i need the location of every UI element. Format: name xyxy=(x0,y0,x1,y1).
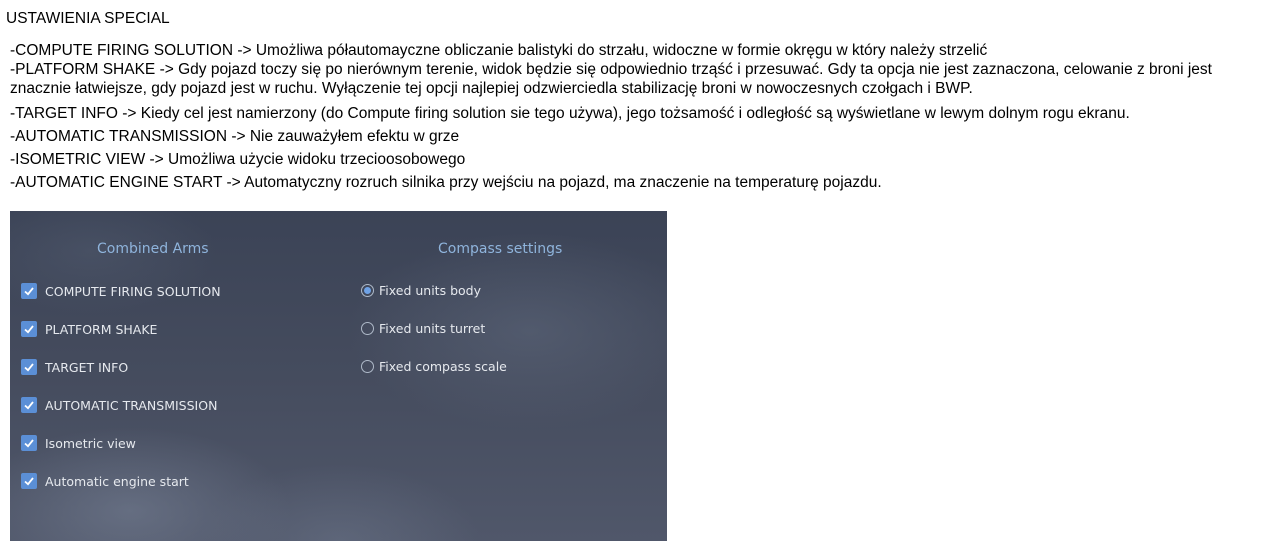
radio-fixed-units-body[interactable] xyxy=(361,283,481,298)
description-line: -COMPUTE FIRING SOLUTION -> Umożliwa półautomayczne obliczanie balistyki do strzału, widoczne w formie okręgu w który należy strzelić xyxy=(10,42,988,59)
checkbox-label: AUTOMATIC TRANSMISSION xyxy=(45,397,218,413)
description-line: -AUTOMATIC TRANSMISSION -> Nie zauważyłem efektu w grze xyxy=(10,128,460,145)
checkbox-checked-icon xyxy=(21,473,37,489)
description-line: -AUTOMATIC ENGINE START -> Automatyczny rozruch silnika przy wejściu na pojazd, ma znaczenie na temperaturę pojazdu. xyxy=(10,174,882,191)
radio-selected-icon xyxy=(361,284,374,297)
description-list xyxy=(10,41,1272,192)
radio-fixed-units-turret[interactable] xyxy=(361,321,485,336)
radio-label: Fixed compass scale xyxy=(379,359,507,374)
description-line: -ISOMETRIC VIEW -> Umożliwa użycie widoku trzecioosobowego xyxy=(10,151,466,168)
checkbox-label: Automatic engine start xyxy=(45,473,189,489)
radio-label: Fixed units body xyxy=(379,283,481,298)
radio-unselected-icon xyxy=(361,322,374,335)
checkbox-label: TARGET INFO xyxy=(45,359,129,375)
description-line: -PLATFORM SHAKE -> Gdy pojazd toczy się po nierównym terenie, widok będzie się odpowiednio trząść i przesuwać. Gdy ta opcja nie jest zaznaczona, celowanie z broni jest znacznie łatwiejsze, gdy pojazd jest w ruchu. Wyłączenie tej opcji najlepiej odzwierciedla stabilizację broni w nowoczesnych czołgach i BWP. xyxy=(10,61,1212,97)
compass-settings-title: Compass settings xyxy=(438,241,563,257)
checkbox-checked-icon xyxy=(21,283,37,299)
radio-unselected-icon xyxy=(361,360,374,373)
radio-fixed-compass-scale[interactable] xyxy=(361,359,507,374)
checkbox-platform-shake[interactable] xyxy=(21,321,157,337)
checkbox-label: Isometric view xyxy=(45,435,136,451)
checkbox-checked-icon xyxy=(21,359,37,375)
radio-label: Fixed units turret xyxy=(379,321,486,336)
checkbox-checked-icon xyxy=(21,397,37,413)
doc-title: USTAWIENIA SPECIAL xyxy=(6,10,170,27)
checkbox-isometric-view[interactable] xyxy=(21,435,136,451)
checkbox-target-info[interactable] xyxy=(21,359,128,375)
combined-arms-title: Combined Arms xyxy=(97,241,209,257)
checkbox-compute-firing-solution[interactable] xyxy=(21,283,221,299)
checkbox-label: PLATFORM SHAKE xyxy=(45,321,158,337)
settings-panel xyxy=(10,211,667,541)
description-line: -TARGET INFO -> Kiedy cel jest namierzony (do Compute firing solution sie tego używa), jego tożsamość i odległość są wyświetlane w lewym dolnym rogu ekranu. xyxy=(10,105,1130,122)
checkbox-label: COMPUTE FIRING SOLUTION xyxy=(45,283,221,299)
checkbox-automatic-transmission[interactable] xyxy=(21,397,217,413)
checkbox-checked-icon xyxy=(21,435,37,451)
checkbox-automatic-engine-start[interactable] xyxy=(21,473,189,489)
checkbox-checked-icon xyxy=(21,321,37,337)
